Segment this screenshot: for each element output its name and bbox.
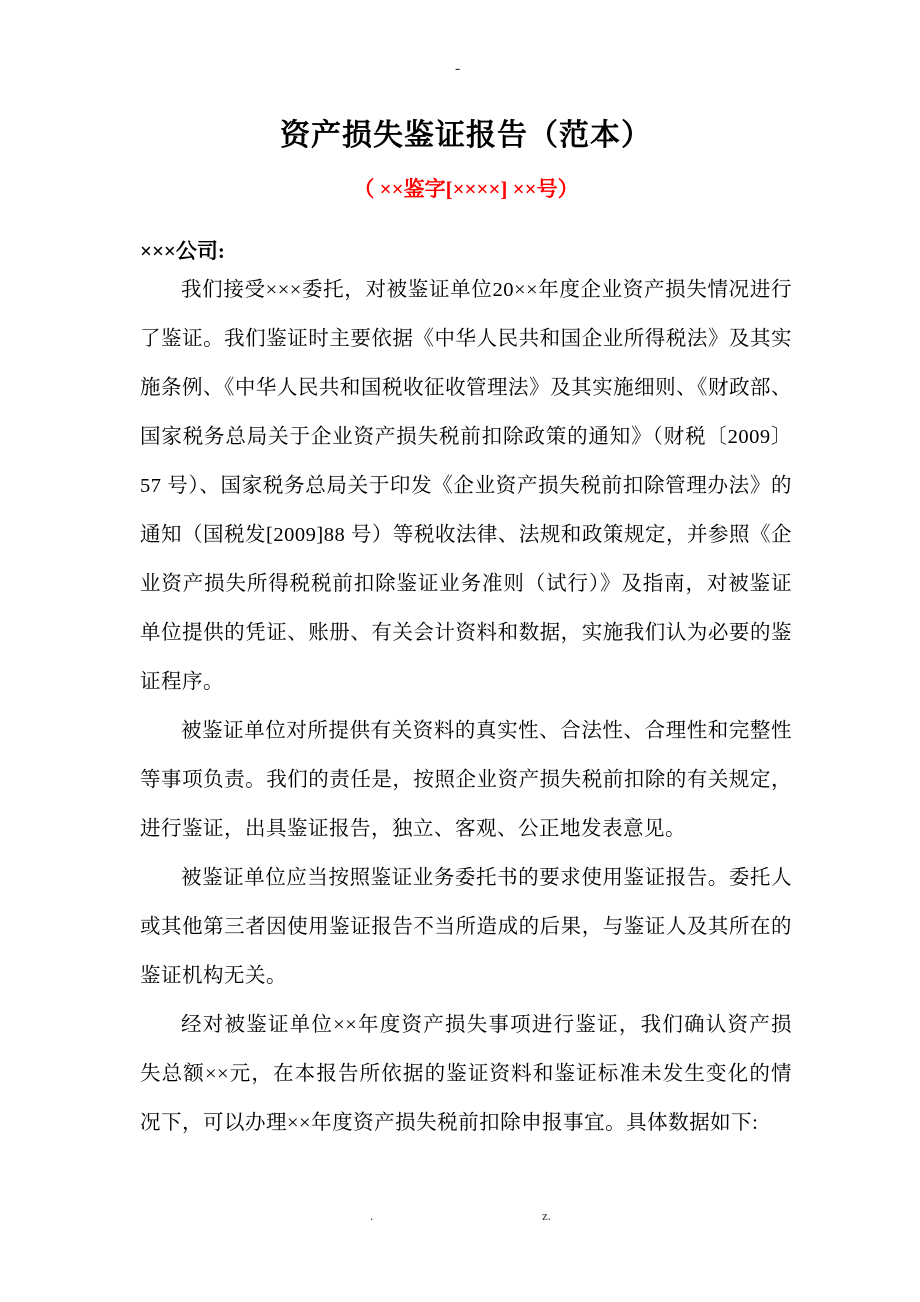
page-top-mark: - [455, 60, 461, 77]
paragraph: 经对被鉴证单位××年度资产损失事项进行鉴证，我们确认资产损失总额××元，在本报告所依据的鉴证资料和鉴证标准未发生变化的情况下，可以办理××年度资产损失税前扣除申报事宜。具体数据如下: [140, 1014, 792, 1134]
document-page [140, 0, 792, 1302]
paragraph: 我们接受×××委托，对被鉴证单位20××年度企业资产损失情况进行了鉴证。我们鉴证时主要依据《中华人民共和国企业所得税法》及其实施条例、《中华人民共和国税收征收管理法》及其实施细则、《财政部、国家税务总局关于企业资产损失税前扣除政策的通知》（财税〔2009〕57 号）、国家税务总局关于印发《企业资产损失税前扣除管理办法》的通知（国税发[2009]88 号）等税收法律、法规和政策规定，并参照《企业资产损失所得税税前扣除鉴证业务准则（试行）》及指南，对被鉴证单位提供的凭证、账册、有关会计资料和数据，实施我们认为必要的鉴证程序。 [140, 279, 792, 693]
paragraph: 被鉴证单位应当按照鉴证业务委托书的要求使用鉴证报告。委托人或其他第三者因使用鉴证报告不当所造成的后果，与鉴证人及其所在的鉴证机构无关。 [140, 867, 792, 987]
footer-mark-right: z. [542, 1208, 552, 1223]
footer-mark-left: . [370, 1208, 374, 1223]
addressee-line: ×××公司: [140, 239, 225, 263]
document-title: 资产损失鉴证报告（范本） [280, 119, 652, 152]
document-body [140, 266, 792, 1148]
page-footer-marks [0, 1208, 920, 1228]
document-number-subtitle: （ ××鉴字[××××] ××号） [353, 177, 579, 201]
paragraph: 被鉴证单位对所提供有关资料的真实性、合法性、合理性和完整性等事项负责。我们的责任是，按照企业资产损失税前扣除的有关规定，进行鉴证，出具鉴证报告，独立、客观、公正地发表意见。 [140, 720, 792, 840]
